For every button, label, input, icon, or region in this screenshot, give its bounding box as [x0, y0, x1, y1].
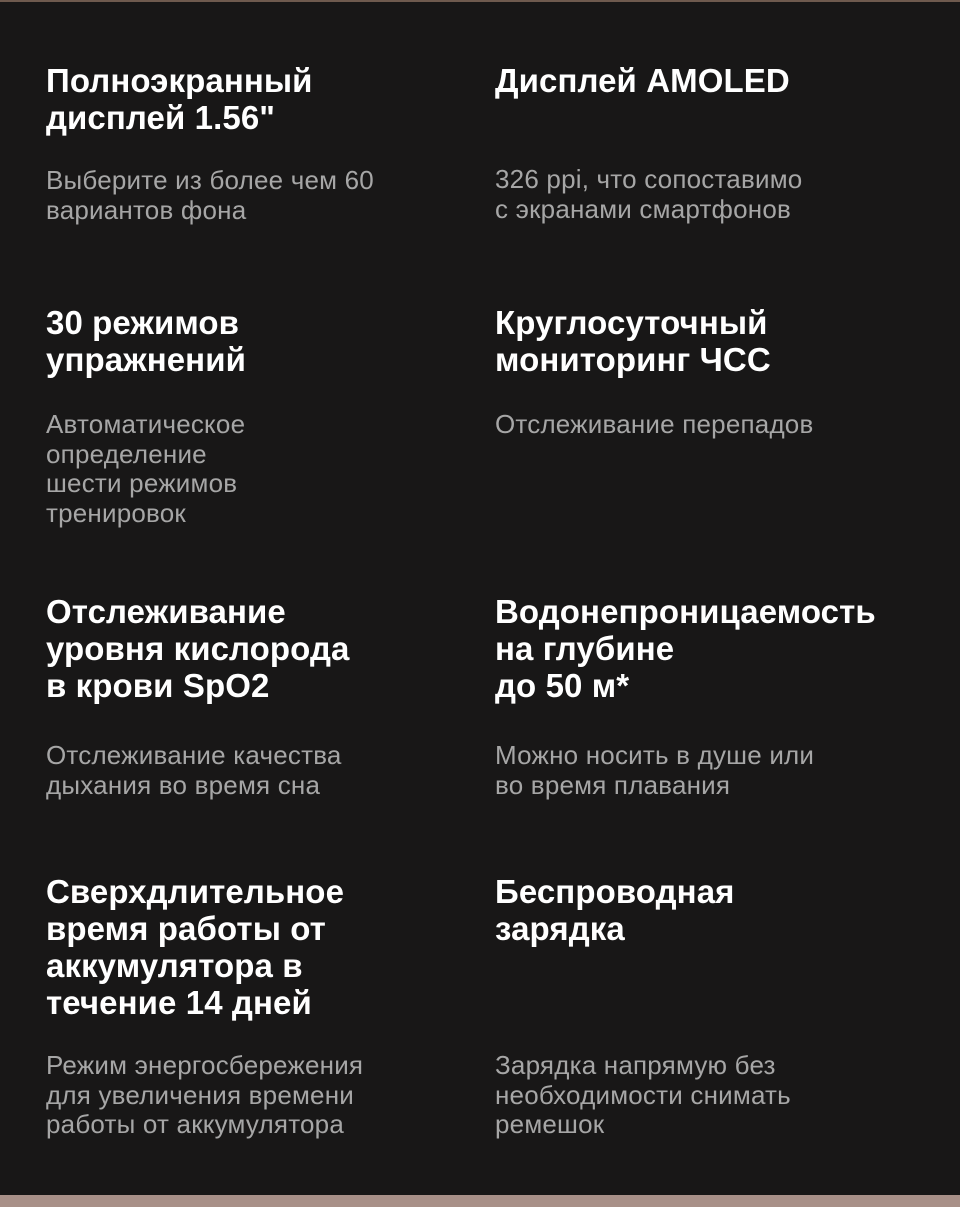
feature-heart-rate-monitoring — [495, 304, 935, 439]
feature-title: Отслеживание уровня кислорода в крови SpO2 — [46, 593, 350, 704]
feature-description: Отслеживание качества дыхания во время сна — [46, 740, 342, 800]
feature-spo2-tracking — [46, 593, 486, 800]
feature-title: Сверхдлительное время работы от аккумулятора в течение 14 дней — [46, 873, 345, 1021]
feature-amoled-display — [495, 62, 935, 224]
feature-title: Водонепроницаемость на глубине до 50 м* — [495, 593, 876, 704]
feature-wireless-charging — [495, 873, 935, 1139]
feature-description: Автоматическое определение шести режимов тренировок — [46, 409, 246, 528]
feature-fullscreen-display — [46, 62, 486, 225]
feature-water-resistance — [495, 593, 935, 800]
feature-description: Выберите из более чем 60 вариантов фона — [46, 165, 374, 225]
feature-title: 30 режимов упражнений — [46, 304, 246, 378]
feature-description: Отслеживание перепадов — [495, 409, 814, 439]
bottom-divider — [0, 1195, 960, 1207]
feature-description: 326 ppi, что сопоставимо с экранами смартфонов — [495, 164, 803, 224]
feature-title: Круглосуточный мониторинг ЧСС — [495, 304, 771, 378]
feature-description: Зарядка напрямую без необходимости снимать ремешок — [495, 1050, 791, 1139]
feature-battery-life — [46, 873, 486, 1139]
feature-workout-modes — [46, 304, 486, 528]
feature-title: Полноэкранный дисплей 1.56" — [46, 62, 313, 136]
feature-title: Дисплей AMOLED — [495, 62, 790, 99]
feature-title: Беспроводная зарядка — [495, 873, 735, 947]
top-divider — [0, 0, 960, 2]
feature-description: Режим энергосбережения для увеличения времени работы от аккумулятора — [46, 1050, 364, 1139]
feature-description: Можно носить в душе или во время плавания — [495, 740, 815, 800]
